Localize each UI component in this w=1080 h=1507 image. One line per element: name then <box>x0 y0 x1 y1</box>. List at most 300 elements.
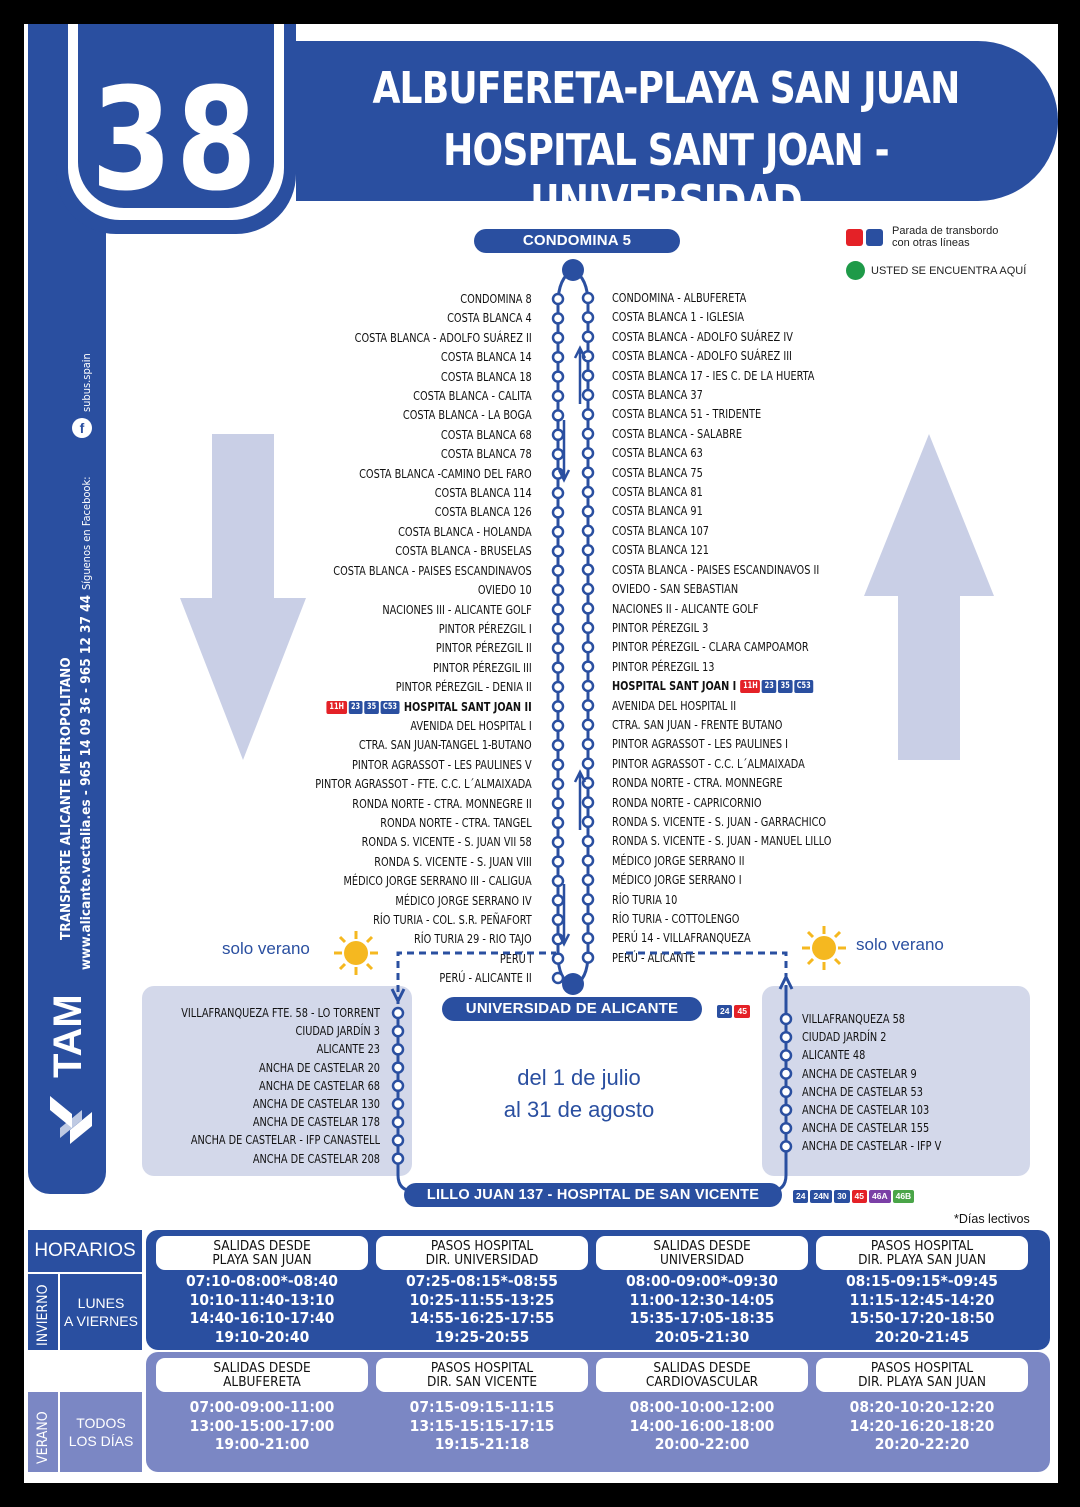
stop-dot <box>781 1050 791 1060</box>
schedule-times <box>156 1272 368 1346</box>
schedule-time-row: 08:15-09:15*-09:45 <box>845 1272 999 1290</box>
schedule-column <box>376 1236 588 1346</box>
stop-name: 11H 23 35 C53 HOSPITAL SANT JOAN II <box>316 697 532 716</box>
stop-name: COSTA BLANCA 114 <box>434 485 532 501</box>
line-badge: 11H <box>741 680 761 693</box>
schedule-time-row: 08:00-09:00*-09:30 <box>625 1272 779 1290</box>
stop-dot <box>583 856 593 866</box>
stop-dot <box>553 410 563 420</box>
stop-dot <box>553 566 563 576</box>
legend-here <box>846 261 1026 280</box>
stop-name: COSTA BLANCA -CAMINO DEL FARO <box>359 465 532 481</box>
stop-dot <box>553 915 563 925</box>
solo-verano-right: solo verano <box>856 935 944 954</box>
stop-name: RONDA S. VICENTE - S. JUAN - MANUEL LILLO <box>612 833 832 849</box>
brand-logo-text: TAM <box>46 994 90 1078</box>
stop-name: CTRA. SAN JUAN-TANGEL 1-BUTANO <box>359 737 532 753</box>
stop-name: COSTA BLANCA 121 <box>612 542 710 558</box>
stop-dot <box>553 294 563 304</box>
schedule-header-line2: CARDIOVASCULAR <box>645 1373 759 1390</box>
line-badge: 23 <box>762 680 776 693</box>
route-title-line2: HOSPITAL SANT JOAN - UNIVERSIDAD <box>443 125 889 227</box>
stop-name: COSTA BLANCA - PAISES ESCANDINAVOS II <box>612 561 820 577</box>
stop-name: AVENIDA DEL HOSPITAL I <box>410 717 532 733</box>
summer-stop-name: CIUDAD JARDÍN 2 <box>802 1029 887 1045</box>
winter-days-line1: LUNES <box>77 1295 125 1311</box>
stop-name: PINTOR PÉREZGIL II <box>436 640 532 656</box>
stop-dot <box>583 603 593 613</box>
legend-here-label: USTED SE ENCUENTRA AQUÍ <box>871 264 1027 277</box>
schedule-time-row: 08:20-10:20-12:20 <box>849 1398 995 1416</box>
schedule-column-header <box>156 1358 368 1392</box>
stop-dot <box>553 313 563 323</box>
horarios-tab <box>28 1230 142 1272</box>
stop-dot <box>583 487 593 497</box>
stop-name: PINTOR AGRASSOT - C.C. L´ALMAIXADA <box>612 755 805 771</box>
stop-dot <box>583 662 593 672</box>
schedule-time-row: 20:05-21:30 <box>654 1327 750 1346</box>
stop-name: COSTA BLANCA 81 <box>612 484 703 500</box>
schedule-column <box>816 1358 1028 1454</box>
schedule-time-row: 08:00-10:00-12:00 <box>629 1398 775 1416</box>
schedule-header-line1: SALIDAS DESDE <box>653 1360 751 1376</box>
stop-name: COSTA BLANCA - ADOLFO SUÁREZ IV <box>612 328 793 344</box>
stop-dot <box>553 643 563 653</box>
stop-name: NACIONES II - ALICANTE GOLF <box>612 600 759 616</box>
legend-transfer <box>846 225 1026 249</box>
stop-dot <box>781 1141 791 1151</box>
schedule-time-row: 13:15-15:15-17:15 <box>409 1416 555 1435</box>
stop-name: PINTOR PÉREZGIL - DENIA II <box>395 679 532 695</box>
stop-dot <box>781 1087 791 1097</box>
line-badge: 35 <box>778 680 792 693</box>
route-title-line1: ALBUFERETA-PLAYA SAN JUAN <box>372 63 960 114</box>
summer-days <box>60 1392 142 1472</box>
line-badge: 45 <box>852 1190 867 1203</box>
schedule-column-header <box>156 1236 368 1270</box>
schedule-column <box>596 1358 808 1454</box>
stop-name: COSTA BLANCA 14 <box>441 349 532 365</box>
summer-stop-name: ALICANTE 48 <box>802 1047 866 1063</box>
solo-verano-left: solo verano <box>222 939 310 958</box>
summer-stop-name: ANCHA DE CASTELAR 155 <box>802 1120 930 1136</box>
stop-name: PINTOR PÉREZGIL 3 <box>612 619 709 635</box>
route-number: 38 <box>91 58 261 223</box>
stop-dot <box>553 818 563 828</box>
schedule-header-line1: SALIDAS DESDE <box>213 1238 311 1254</box>
stop-dot <box>553 507 563 517</box>
schedule-time-row: 13:00-15:00-17:00 <box>189 1416 335 1435</box>
stop-name: COSTA BLANCA 17 - IES C. DE LA HUERTA <box>612 367 815 383</box>
legend-transfer-line2: con otras líneas <box>892 237 970 249</box>
schedule-header-line2: UNIVERSIDAD <box>659 1251 745 1268</box>
stop-dot <box>781 1032 791 1042</box>
stop-name: RONDA NORTE - CTRA. TANGEL <box>380 814 532 830</box>
schedule-header-line2: ALBUFERETA <box>223 1373 301 1390</box>
schedule-time-row: 11:15-12:45-14:20 <box>849 1290 995 1309</box>
facebook-text: Síguenos en Facebook: <box>80 476 93 590</box>
stop-name: RONDA NORTE - CTRA. MONNEGRE <box>612 775 783 791</box>
summer-stop-name: VILLAFRANQUEZA FTE. 58 - LO TORRENT <box>181 1005 380 1020</box>
terminal-lillo-juan[interactable]: LILLO JUAN 137 - HOSPITAL DE SAN VICENTE <box>404 1183 782 1207</box>
title-bar <box>296 41 1058 227</box>
stop-name: RONDA S. VICENTE - S. JUAN VII 58 <box>361 834 532 850</box>
schedule-header-line1: SALIDAS DESDE <box>213 1360 311 1376</box>
stop-dot <box>583 817 593 827</box>
stop-name: RONDA S. VICENTE - S. JUAN VIII <box>374 853 532 869</box>
route-sheet <box>24 24 1058 1483</box>
schedule-header-line2: DIR. UNIVERSIDAD <box>425 1251 539 1268</box>
stop-dot <box>393 1154 403 1164</box>
schedule-column-header <box>596 1236 808 1270</box>
stop-dot <box>553 798 563 808</box>
stop-dot <box>781 1123 791 1133</box>
stop-dot <box>583 642 593 652</box>
stop-name: PINTOR PÉREZGIL III <box>433 659 532 675</box>
line-badge: 24 <box>793 1190 808 1203</box>
stop-name: PINTOR PÉREZGIL 13 <box>612 658 715 674</box>
line-badge: 24N <box>810 1190 832 1203</box>
stop-name: PINTOR AGRASSOT - LES PAULINES I <box>612 736 788 752</box>
schedule-header-line1: PASOS HOSPITAL <box>870 1360 974 1376</box>
stop-dot <box>583 565 593 575</box>
stop-dot <box>583 409 593 419</box>
stop-dot <box>583 390 593 400</box>
stop-name: CONDOMINA - ALBUFERETA <box>612 290 747 305</box>
stop-dot <box>583 681 593 691</box>
stop-dot <box>553 391 563 401</box>
stop-name: OVIEDO - SAN SEBASTIAN <box>612 581 739 597</box>
stop-name: COSTA BLANCA 1 - IGLESIA <box>612 309 745 325</box>
summer-stop-name: CIUDAD JARDÍN 3 <box>295 1023 380 1039</box>
stop-name: PINTOR PÉREZGIL - CLARA CAMPOAMOR <box>612 639 809 655</box>
stop-name: CONDOMINA 8 <box>460 291 532 306</box>
stop-dot <box>393 1099 403 1109</box>
contact-info: www.alicante.vectalia.es - 965 14 09 36 - 965 12 37 44 <box>78 594 94 970</box>
schedule-time-row: 20:00-22:00 <box>654 1435 750 1453</box>
winter-schedule <box>146 1230 1050 1350</box>
horarios-title: HORARIOS <box>34 1240 136 1261</box>
schedule-column-header <box>816 1236 1028 1270</box>
stop-name: COSTA BLANCA 78 <box>441 446 532 462</box>
transfer-blue-icon <box>866 229 883 246</box>
schedule-time-row: 15:50-17:20-18:50 <box>849 1309 995 1327</box>
stop-name: RÍO TURIA - COTTOLENGO <box>612 911 740 926</box>
schedule-time-row: 20:20-21:45 <box>874 1327 970 1346</box>
line-badge: 46B <box>893 1190 915 1203</box>
schedule-times <box>156 1398 368 1454</box>
stop-name: NACIONES III - ALICANTE GOLF <box>382 601 532 617</box>
stop-name: COSTA BLANCA - LA BOGA <box>403 407 532 423</box>
summer-stop-name: ANCHA DE CASTELAR 9 <box>802 1065 917 1081</box>
stop-dot <box>583 914 593 924</box>
arrow-up-icon <box>862 434 996 764</box>
stop-name: COSTA BLANCA - HOLANDA <box>398 523 532 539</box>
stop-dot <box>553 333 563 343</box>
stop-name: PERÚ - ALICANTE II <box>439 970 532 986</box>
stop-dot <box>583 371 593 381</box>
stop-dot <box>583 623 593 633</box>
schedule-column-header <box>376 1236 588 1270</box>
stop-name: PERÚ I <box>500 950 532 966</box>
here-dot-icon <box>846 261 865 280</box>
stop-dot <box>553 488 563 498</box>
stop-name: COSTA BLANCA - BRUSELAS <box>395 543 532 559</box>
stop-name: MÉDICO JORGE SERRANO II <box>612 852 745 868</box>
schedule-times <box>816 1272 1028 1346</box>
stop-name: PINTOR AGRASSOT - FTE. C.C. L´ALMAIXADA <box>315 776 532 792</box>
stop-dot <box>553 585 563 595</box>
stop-dot <box>583 312 593 322</box>
stop-name: COSTA BLANCA 126 <box>434 504 532 520</box>
stop-name: COSTA BLANCA 37 <box>612 387 703 403</box>
schedule-header-line1: PASOS HOSPITAL <box>870 1238 974 1254</box>
facebook-icon[interactable]: f <box>72 418 92 438</box>
arrow-down-icon <box>178 434 308 764</box>
schedule-header-line2: DIR. PLAYA SAN JUAN <box>858 1251 986 1268</box>
summer-stop-name: ANCHA DE CASTELAR 20 <box>259 1059 380 1075</box>
schedule-time-row: 14:40-16:10-17:40 <box>189 1309 335 1327</box>
stop-name: RONDA NORTE - CAPRICORNIO <box>612 794 762 810</box>
summer-stop-name: ANCHA DE CASTELAR 178 <box>252 1114 380 1130</box>
schedule-time-row: 10:25-11:55-13:25 <box>409 1290 555 1309</box>
stop-dot <box>583 875 593 885</box>
stop-name: CTRA. SAN JUAN - FRENTE BUTANO <box>612 716 783 732</box>
summer-season-tab <box>28 1392 58 1472</box>
stop-dot <box>583 797 593 807</box>
schedule-column-header <box>376 1358 588 1392</box>
stop-dot <box>553 740 563 750</box>
line-badge: 11H <box>327 701 347 714</box>
line-badge: 46A <box>869 1190 891 1203</box>
schedule-time-row: 19:15-21:18 <box>434 1435 530 1453</box>
terminal-condomina[interactable]: CONDOMINA 5 <box>474 229 680 253</box>
stop-dot <box>553 876 563 886</box>
stop-dot <box>583 506 593 516</box>
stop-dot <box>553 546 563 556</box>
stop-name: COSTA BLANCA 75 <box>612 464 703 480</box>
schedule-time-row: 07:25-08:15*-08:55 <box>405 1272 559 1290</box>
schedule-column-header <box>816 1358 1028 1392</box>
stop-dot <box>393 1044 403 1054</box>
schedule-time-row: 20:20-22:20 <box>874 1435 970 1453</box>
summer-period-line2: al 31 de agosto <box>503 1097 655 1122</box>
stops-inbound <box>612 288 831 967</box>
stop-dot <box>583 293 593 303</box>
stop-name: HOSPITAL SANT JOAN I 11H 23 35 C53 <box>612 676 831 695</box>
stop-dot <box>553 837 563 847</box>
summer-days-line2: LOS DÍAS <box>68 1433 134 1449</box>
stop-name: RÍO TURIA 10 <box>612 891 678 907</box>
stop-dot <box>583 545 593 555</box>
stop-dot <box>583 759 593 769</box>
stop-name: COSTA BLANCA - ADOLFO SUÁREZ II <box>354 329 532 345</box>
schedule-header-line1: SALIDAS DESDE <box>653 1238 751 1254</box>
schedule-time-row: 07:15-09:15-11:15 <box>409 1398 555 1416</box>
stop-name: MÉDICO JORGE SERRANO IV <box>395 892 532 908</box>
schedule-times <box>376 1272 588 1346</box>
stop-dot <box>393 1008 403 1018</box>
stop-name: OVIEDO 10 <box>478 582 532 598</box>
winter-days-line2: A VIERNES <box>64 1313 138 1329</box>
stop-name: RONDA NORTE - CTRA. MONNEGRE II <box>352 795 532 811</box>
line-badge: 30 <box>834 1190 849 1203</box>
summer-stop-name: ANCHA DE CASTELAR 53 <box>802 1083 923 1099</box>
schedule-time-row: 07:00-09:00-11:00 <box>189 1398 335 1416</box>
stop-name: COSTA BLANCA 91 <box>612 503 703 519</box>
stop-dot <box>553 701 563 711</box>
stop-name: MÉDICO JORGE SERRANO III - CALIGUA <box>343 873 532 889</box>
stop-dot <box>583 429 593 439</box>
schedule-column <box>816 1236 1028 1346</box>
stop-dot <box>583 739 593 749</box>
stop-dot <box>781 1069 791 1079</box>
summer-stop-name: ANCHA DE CASTELAR 208 <box>252 1150 380 1166</box>
stop-dot <box>553 449 563 459</box>
schedule-header-line1: PASOS HOSPITAL <box>430 1360 534 1376</box>
route-number-frame <box>56 24 296 234</box>
stop-dot <box>393 1063 403 1073</box>
stop-name: COSTA BLANCA 4 <box>447 310 532 326</box>
legend <box>846 225 1026 280</box>
line-badge: C53 <box>381 701 400 714</box>
schedule-time-row: 07:10-08:00*-08:40 <box>185 1272 339 1290</box>
summer-period-line1: del 1 de julio <box>517 1065 641 1090</box>
stop-name: PINTOR PÉREZGIL I <box>439 620 532 636</box>
stop-dot <box>553 372 563 382</box>
winter-season-label: INVIERNO <box>35 1284 51 1346</box>
stop-name: COSTA BLANCA 63 <box>612 445 703 461</box>
schedule-time-row: 11:00-12:30-14:05 <box>629 1290 775 1309</box>
stop-dot <box>553 895 563 905</box>
schedule-time-row: 14:20-16:20-18:20 <box>849 1416 995 1435</box>
stop-dot <box>553 721 563 731</box>
schedule-column <box>156 1236 368 1346</box>
schedule-note: *Días lectivos <box>954 1212 1030 1226</box>
line-badge: 23 <box>349 701 363 714</box>
schedule-header-line1: PASOS HOSPITAL <box>430 1238 534 1254</box>
summer-stop-name: ANCHA DE CASTELAR - IFP CANASTELL <box>190 1132 380 1148</box>
summer-stop-name: VILLAFRANQUEZA 58 <box>802 1011 905 1026</box>
summer-days-line1: TODOS <box>76 1415 126 1431</box>
schedule-time-row: 15:35-17:05-18:35 <box>629 1309 775 1327</box>
winter-days <box>60 1274 142 1350</box>
lillo-juan-lines <box>792 1188 915 1206</box>
summer-period <box>464 1062 694 1126</box>
stop-dot <box>553 352 563 362</box>
stop-name: COSTA BLANCA 18 <box>441 368 532 384</box>
sun-icon <box>332 929 380 977</box>
summer-stop-name: ANCHA DE CASTELAR 103 <box>802 1102 930 1118</box>
schedule-header-line2: DIR. SAN VICENTE <box>426 1373 538 1390</box>
stop-dot <box>553 430 563 440</box>
stop-dot <box>583 836 593 846</box>
line-badge: 24 <box>717 1005 732 1018</box>
facebook-handle[interactable]: subus.spain <box>80 353 93 412</box>
stop-dot <box>393 1117 403 1127</box>
stop-dot <box>553 760 563 770</box>
stop-name: RONDA S. VICENTE - S. JUAN - GARRACHICO <box>612 813 827 829</box>
stop-dot <box>583 526 593 536</box>
stop-dot <box>781 1014 791 1024</box>
stop-name: COSTA BLANCA 68 <box>441 426 532 442</box>
stop-dot <box>553 857 563 867</box>
stop-name: PERÚ - ALICANTE <box>612 949 696 965</box>
stop-dot <box>553 604 563 614</box>
stop-name: PERÚ 14 - VILLAFRANQUEZA <box>612 930 751 946</box>
summer-stops-right <box>802 1010 1008 1156</box>
stop-name: COSTA BLANCA - ADOLFO SUÁREZ III <box>612 348 792 364</box>
stops-outbound <box>316 289 532 988</box>
schedule-time-row: 14:55-16:25-17:55 <box>409 1309 555 1327</box>
schedule-time-row: 19:25-20:55 <box>434 1327 530 1346</box>
stop-dot <box>553 624 563 634</box>
stop-dot <box>393 1135 403 1145</box>
terminal-universidad[interactable]: UNIVERSIDAD DE ALICANTE <box>442 997 702 1021</box>
stop-dot <box>583 332 593 342</box>
legend-transfer-line1: Parada de transbordo <box>892 225 999 237</box>
stop-dot <box>553 779 563 789</box>
schedule-time-row: 19:10-20:40 <box>214 1327 310 1346</box>
summer-stop-name: ANCHA DE CASTELAR - IFP V <box>802 1138 942 1154</box>
schedule-times <box>816 1398 1028 1454</box>
stop-dot <box>553 527 563 537</box>
stop-dot <box>553 682 563 692</box>
stop-dot <box>583 700 593 710</box>
stop-dot <box>393 1081 403 1091</box>
stop-name: PINTOR AGRASSOT - LES PAULINES V <box>352 756 532 772</box>
schedule-times <box>596 1398 808 1454</box>
operator-name: TRANSPORTE ALICANTE METROPOLITANO <box>58 657 74 940</box>
stop-dot <box>583 894 593 904</box>
line-badge: C53 <box>794 680 813 693</box>
summer-season-label: VERANO <box>35 1411 51 1464</box>
schedule-column <box>596 1236 808 1346</box>
stop-name: MÉDICO JORGE SERRANO I <box>612 872 742 888</box>
stop-name: RÍO TURIA - COL. S.R. PEÑAFORT <box>373 912 532 927</box>
line-badge: 35 <box>365 701 379 714</box>
stop-dot <box>583 468 593 478</box>
stop-name: RÍO TURIA 29 - RIO TAJO <box>414 931 532 947</box>
schedule-time-row: 14:00-16:00-18:00 <box>629 1416 775 1435</box>
sun-icon <box>800 924 848 972</box>
schedule-column <box>156 1358 368 1454</box>
stop-dot <box>583 720 593 730</box>
schedule-times <box>596 1272 808 1346</box>
schedule-time-row: 19:00-21:00 <box>214 1435 310 1453</box>
schedule-header-line2: DIR. PLAYA SAN JUAN <box>858 1373 986 1390</box>
winter-season-tab <box>28 1274 58 1350</box>
stop-dot <box>781 1105 791 1115</box>
line-badge: 45 <box>734 1005 749 1018</box>
stop-name: COSTA BLANCA 51 - TRIDENTE <box>612 406 762 422</box>
stop-name: COSTA BLANCA - SALABRE <box>612 425 743 441</box>
stop-name: COSTA BLANCA - PAISES ESCANDINAVOS <box>333 562 532 578</box>
transfer-red-icon <box>846 229 863 246</box>
summer-stop-name: ANCHA DE CASTELAR 130 <box>252 1096 380 1112</box>
schedule-times <box>376 1398 588 1454</box>
summer-stop-name: ALICANTE 23 <box>316 1041 380 1057</box>
schedule-column-header <box>596 1358 808 1392</box>
stop-name: COSTA BLANCA - CALITA <box>413 388 532 404</box>
stop-name: AVENIDA DEL HOSPITAL II <box>612 697 737 713</box>
summer-stops-left <box>74 1004 380 1168</box>
stop-dot <box>583 448 593 458</box>
schedule-time-row: 10:10-11:40-13:10 <box>189 1290 335 1309</box>
summer-schedule <box>146 1352 1050 1472</box>
stop-dot <box>583 584 593 594</box>
stop-dot <box>393 1026 403 1036</box>
